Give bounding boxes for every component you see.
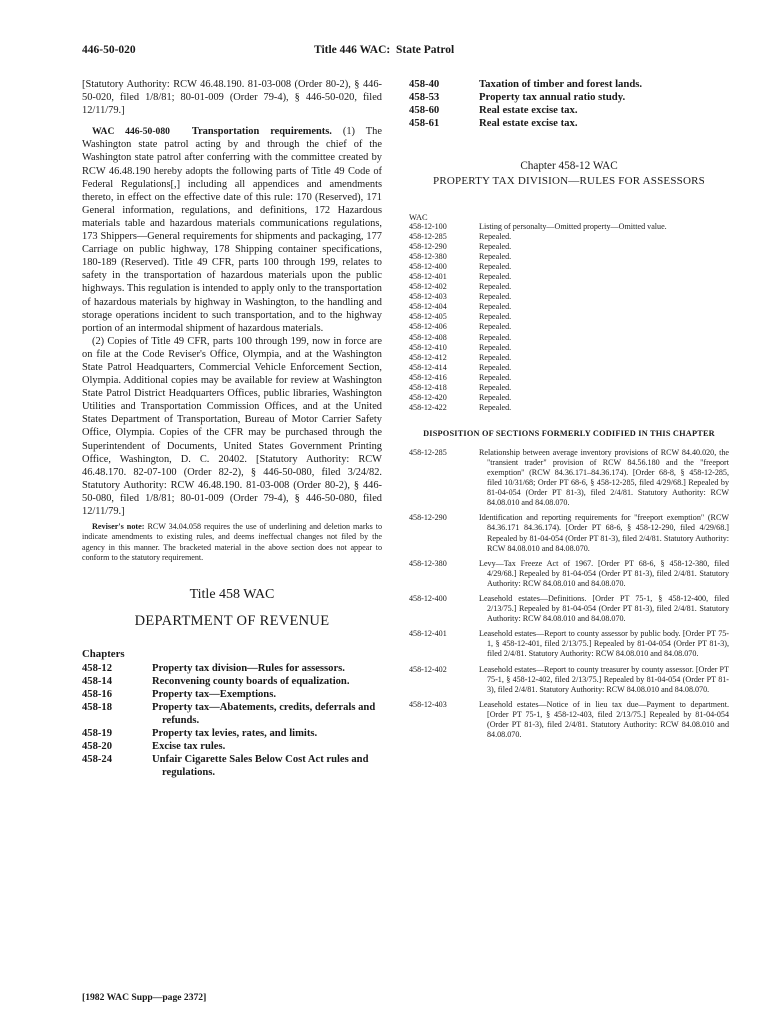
- chapter-list-continued: [409, 78, 729, 130]
- section-item: [409, 232, 729, 242]
- section-title: Transportation requirements.: [191, 126, 332, 138]
- disposition-item: [409, 559, 729, 589]
- section-caption: Repealed.: [479, 342, 512, 352]
- chapter-subheading: PROPERTY TAX DIVISION—RULES FOR ASSESSORS: [433, 175, 705, 187]
- page-footer: [1982 WAC Supp—page 2372]: [82, 992, 207, 1003]
- disposition-item: [409, 513, 729, 553]
- section-item: [409, 312, 729, 322]
- chapter-title: Real estate excise tax.: [479, 117, 578, 129]
- section-caption: Repealed.: [479, 332, 512, 342]
- disposition-text: Leasehold estates—Definitions. [Order PT 75-1, § 458-12-400, filed 2/13/75.] Repealed by 81-04-054 (Order PT 81-3), filed 2/4/81. Statutory Authority: RCW 84.08.010 and 84.08.070.: [479, 594, 729, 624]
- chapter-number: 458-40: [409, 78, 440, 90]
- chapter-item: [409, 104, 729, 117]
- section-number: 458-12-416: [409, 372, 447, 382]
- chapter-number: 458-53: [409, 91, 440, 103]
- disposition-section-number: 458-12-400: [409, 594, 447, 603]
- header-title-number: Title 446 WAC:: [314, 44, 391, 56]
- chapter-number: 458-14: [82, 675, 113, 687]
- section-item: [409, 333, 729, 343]
- chapter-item: [82, 701, 382, 727]
- section-number: 458-12-400: [409, 261, 447, 271]
- section-number: 458-12-403: [409, 292, 447, 302]
- section-number: 458-12-405: [409, 312, 447, 322]
- chapter-title: Real estate excise tax.: [479, 104, 578, 116]
- section-item: [409, 262, 729, 272]
- disposition-list: [409, 448, 729, 740]
- disposition-item: [409, 448, 729, 509]
- revisers-note-text: RCW 34.04.058 requires the use of underlining and deletion marks to indicate amendments to existing rules, and deems ineffectual changes not filed by the agency in this manner. The bracketed material in the above section does not appear to conform to the statutory requirement.: [82, 522, 382, 562]
- section-item: [409, 242, 729, 252]
- section-item: [409, 373, 729, 383]
- statutory-authority-note: [Statutory Authority: RCW 46.48.190. 81-03-008 (Order 80-2), § 446-50-020, filed 1/8/81; 80-01-009 (Order 79-4), § 446-50-020, filed 12/11/79.]: [82, 79, 382, 117]
- section-item: [409, 322, 729, 332]
- chapter-number: 458-60: [409, 104, 440, 116]
- chapter-title: Property tax—Exemptions.: [152, 688, 276, 700]
- chapter-heading: Chapter 458-12 WAC: [520, 160, 618, 172]
- title-heading: Title 458 WAC: [189, 586, 275, 602]
- disposition-item: [409, 665, 729, 695]
- chapter-item: [82, 753, 382, 779]
- disposition-section-number: 458-12-402: [409, 664, 447, 674]
- section-caption: Repealed.: [479, 251, 512, 261]
- chapter-title: Property tax levies, rates, and limits.: [152, 727, 318, 739]
- disposition-section-number: 458-12-403: [409, 699, 447, 709]
- chapter-number: 458-18: [82, 701, 113, 713]
- section-item: [409, 383, 729, 393]
- section-caption: Repealed.: [479, 231, 512, 241]
- disposition-heading: DISPOSITION OF SECTIONS FORMERLY CODIFIED IN THIS CHAPTER: [423, 429, 715, 439]
- chapter-item: [82, 740, 382, 753]
- section-item: [409, 292, 729, 302]
- running-header-section-number: 446-50-020: [82, 44, 136, 56]
- wac-column-heading: WAC: [409, 212, 428, 222]
- section-item: [409, 363, 729, 373]
- section-item: [409, 252, 729, 262]
- section-number: 458-12-418: [409, 383, 447, 392]
- chapter-title: Reconvening county boards of equalization.: [152, 675, 350, 687]
- section-caption: Repealed.: [479, 393, 512, 403]
- chapter-item: [82, 675, 382, 688]
- section-number: 458-12-290: [409, 241, 447, 251]
- chapter-item: [82, 727, 382, 740]
- chapter-item: [409, 91, 729, 104]
- disposition-item: [409, 594, 729, 624]
- section-caption: Repealed.: [479, 271, 512, 281]
- section-caption: Repealed.: [479, 403, 512, 413]
- chapter-title: Taxation of timber and forest lands.: [479, 78, 643, 90]
- section-number: 458-12-401: [409, 271, 447, 281]
- section-item: [409, 403, 729, 413]
- section-item: [409, 282, 729, 292]
- chapter-title: Property tax division—Rules for assessors.: [152, 662, 345, 674]
- section-caption: Repealed.: [479, 292, 512, 302]
- chapter-number: 458-61: [409, 117, 440, 129]
- chapter-item: [409, 117, 729, 130]
- disposition-text: Identification and reporting requirements for "freeport exemption" (RCW 84.36.171 84.36.174). [Order PT 68-6, § 458-12-290, filed 4/29/68.] Repealed by 81-04-054 (Order PT 81-3), filed 2/4/81. Statutory Authority: RCW 84.08.010 and 84.08.070.: [479, 513, 729, 553]
- disposition-text: Leasehold estates—Report to county assessor by public body. [Order PT 75-1, § 458-12-401, filed 2/13/75.] Repealed by 81-04-054 (Order PT 81-3), filed 2/4/81. Statutory Authority: RCW 84.08.010 and 84.08.070.: [479, 629, 729, 659]
- disposition-text: Levy—Tax Freeze Act of 1967. [Order PT 68-6, § 458-12-380, filed 4/29/68.] Repealed by 81-04-054 (Order PT 81-3), filed 2/4/81. Statutory Authority: RCW 84.08.010 and 84.08.070.: [479, 558, 729, 588]
- section-number: 458-12-408: [409, 332, 447, 342]
- disposition-item: [409, 700, 729, 740]
- chapter-item: [409, 78, 729, 91]
- section-number: 458-12-380: [409, 251, 447, 261]
- section-caption: Listing of personalty—Omitted property—Omitted value.: [479, 221, 667, 231]
- revisers-note: [82, 522, 382, 563]
- section-item: [409, 393, 729, 403]
- chapter-title: Property tax annual ratio study.: [479, 91, 626, 103]
- section-caption: Repealed.: [479, 261, 512, 271]
- chapter-list: [82, 662, 382, 779]
- section-number: 458-12-414: [409, 362, 447, 372]
- section-item: [409, 353, 729, 363]
- section-number: 458-12-406: [409, 322, 447, 332]
- disposition-text: Leasehold estates—Notice of in lieu tax due—Payment to department. [Order PT 75-1, § 458-12-403, filed 2/13/75.] Repealed by 81-04-054 (Order PT 81-3), filed 2/4/81. Statutory Authority: RCW 84.08.010 and 84.08.070.: [479, 699, 729, 740]
- section-caption: Repealed.: [479, 362, 512, 372]
- section-item: [409, 343, 729, 353]
- disposition-section-number: 458-12-290: [409, 513, 447, 523]
- section-caption: Repealed.: [479, 372, 512, 382]
- department-heading: DEPARTMENT OF REVENUE: [134, 612, 330, 629]
- section-number: 458-12-422: [409, 403, 447, 413]
- disposition-text: Leasehold estates—Report to county treasurer by county assessor. [Order PT 75-1, § 458-12-402, filed 2/13/75.] Repealed by 81-04-054 (Order PT 81-3), filed 2/4/81. Statutory Authority: RCW 84.08.010 and 84.08.070.: [479, 664, 729, 694]
- disposition-section-number: 458-12-380: [409, 558, 447, 568]
- section-number: 458-12-285: [409, 231, 447, 241]
- chapter-number: 458-16: [82, 688, 113, 700]
- chapter-item: [82, 662, 382, 675]
- chapter-number: 458-19: [82, 727, 113, 739]
- section-caption: Repealed.: [479, 352, 512, 362]
- section-number: 458-12-402: [409, 282, 447, 292]
- section-item: [409, 272, 729, 282]
- chapter-title: Property tax—Abatements, credits, deferrals and refunds.: [152, 701, 376, 726]
- section-item: [409, 302, 729, 312]
- section-caption: Repealed.: [479, 322, 512, 332]
- disposition-section-number: 458-12-401: [409, 629, 447, 639]
- chapter-title: Excise tax rules.: [152, 740, 226, 752]
- section-list: [409, 222, 729, 414]
- section-number: 458-12-420: [409, 393, 447, 403]
- section-caption: Repealed.: [479, 383, 512, 392]
- section-number: 458-12-410: [409, 342, 447, 352]
- revisers-note-label: Reviser's note:: [92, 522, 145, 532]
- section-paragraph-2: (2) Copies of Title 49 CFR, parts 100 through 199, now in force are on file at the Code Reviser's Office, Olympia, and at the Washington State Patrol Headquarters, Commercial Vehicle Enforcement Section, Olympia. Additional copies may be available for review at Washington State Patrol District Headquarters Offices, public libraries, Washington Utilities and Transportation Commission Offices, and at the United States Department of Transportation, Bureau of Motor Carrier Safety Office, Olympia. Copies of the CFR may be purchased through the Superintendent of Documents, United States Government Printing Office, Washington, D. C. 20402. [Statutory Authority: RCW 46.48.170. 82-07-100 (Order 82-2), § 446-50-080, filed 3/24/82. Statutory Authority: RCW 46.48.190. 81-03-008 (Order 80-2), § 446-50-080, filed 1/8/81; 80-01-009 (Order 79-4), § 446-50-080, filed 12/11/79.]: [82, 335, 382, 517]
- left-column: [82, 78, 382, 779]
- chapter-item: [82, 688, 382, 701]
- section-caption: Repealed.: [479, 282, 512, 292]
- running-header-title: [314, 44, 454, 56]
- section-paragraph-1: (1) The Washington state patrol acting by and through the chief of the Washington state patrol after conferring with the committee created by RCW 46.48.190 hereby adopts the following parts of Title 49 Code of Federal Regulations[,] including all appendices and amendments thereto, in effect on the effective date of this rule: 170 (Reserved), 171 General information, regulations, and definitions, 172 Hazardous materials table and hazardous materials communications regulations, 173 Shippers—General requirements for shipments and packaging, 177 Carriage on public highway, 178 Shipping container specifications, 180-189 (Reserved). Title 49 CFR, parts 100 through 199, relates to safety in the transportation of hazardous materials upon the public highways. This regulation is intended to apply only to the transportation of hazardous materials by highway in Washington, to the handling and storage operations incident to such transportation, and to the highway portion of an intermodal shipment of hazardous materials.: [82, 126, 382, 334]
- section-item: [409, 222, 729, 232]
- section-number: 458-12-412: [409, 352, 447, 362]
- section-label: WAC 446-50-080: [92, 126, 170, 138]
- section-caption: Repealed.: [479, 312, 512, 322]
- chapters-heading: Chapters: [82, 647, 125, 660]
- section-number: 458-12-404: [409, 302, 447, 312]
- section-446-50-080: [82, 125, 382, 335]
- chapter-title: Unfair Cigarette Sales Below Cost Act rules and regulations.: [152, 753, 369, 778]
- chapter-number: 458-24: [82, 753, 113, 765]
- header-title-subject: State Patrol: [396, 44, 455, 56]
- disposition-item: [409, 629, 729, 659]
- disposition-section-number: 458-12-285: [409, 447, 447, 457]
- chapter-number: 458-20: [82, 740, 113, 752]
- section-number: 458-12-100: [409, 221, 447, 231]
- section-caption: Repealed.: [479, 241, 512, 251]
- disposition-text: Relationship between average inventory provisions of RCW 84.40.020, the "transient trader" provision of RCW 84.56.180 and the "freeport exemption" (RCW 84.36.171–84.36.174). [Order 68-8, § 458-12-285, filed 10/31/68; Order PT 68-6, § 458-12-285, filed 4/29/68.] Repealed by 81-04-054 (Order PT 81-3), filed 2/4/81. Statutory Authority: RCW 84.08.010 and 84.08.070.: [479, 447, 729, 508]
- chapter-number: 458-12: [82, 662, 113, 674]
- section-caption: Repealed.: [479, 302, 512, 312]
- right-column: [409, 78, 729, 745]
